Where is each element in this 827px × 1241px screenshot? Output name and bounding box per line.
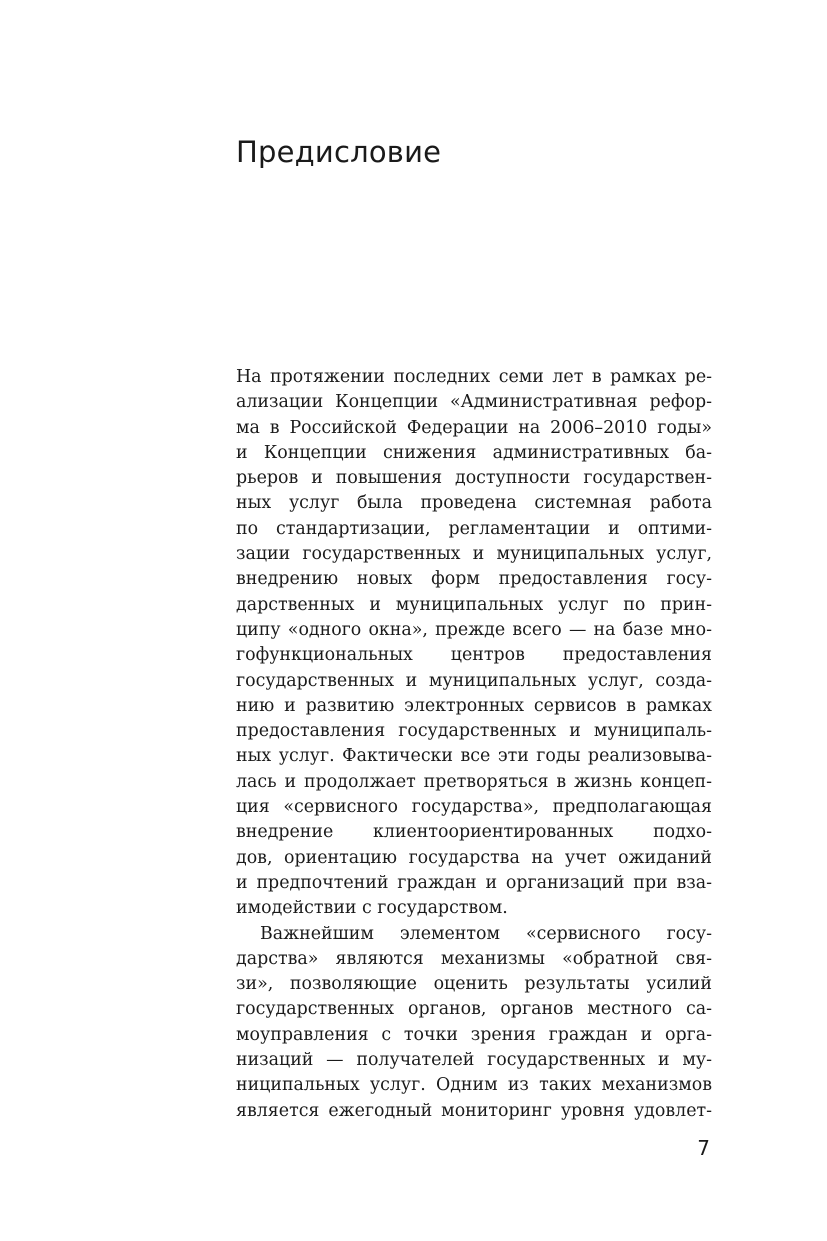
text-line: лась и продолжает претворяться в жизнь концеп-: [236, 771, 712, 792]
text-line: государственных органов, органов местного са-: [236, 999, 712, 1020]
text-line: На протяжении последних семи лет в рамках ре-: [236, 367, 712, 387]
page-number: 7: [697, 1136, 710, 1160]
text-line: по стандартизации, регламентации и оптими-: [236, 518, 712, 539]
text-line: зи», позволяющие оценить результаты усилий: [236, 974, 712, 995]
text-line: дарственных и муниципальных услуг по прин-: [236, 594, 712, 615]
paragraph-1: [236, 365, 712, 922]
text-line: ма в Российской Федерации на 2006–2010 годы»: [236, 417, 712, 438]
text-line: дарства» являются механизмы «обратной свя-: [236, 948, 712, 969]
text-line: дов, ориентацию государства на учет ожиданий: [236, 847, 712, 868]
text-line: ализации Концепции «Административная рефор-: [236, 392, 712, 413]
text-line: и Концепции снижения административных ба-: [236, 442, 712, 463]
text-line: ция «сервисного государства», предполагающая: [236, 797, 712, 818]
text-line: рьеров и повышения доступности государствен-: [236, 468, 712, 489]
text-line: ных услуг была проведена системная работа: [236, 493, 712, 514]
text-line: моуправления с точки зрения граждан и орга-: [236, 1024, 712, 1045]
text-line: предоставления государственных и муниципаль-: [236, 721, 712, 742]
text-line: Важнейшим элементом «сервисного госу-: [260, 923, 712, 944]
text-line: внедрению новых форм предоставления госу-: [236, 569, 712, 590]
text-line: и предпочтений граждан и организаций при вза-: [236, 872, 712, 893]
paragraph-2: [236, 922, 712, 1124]
chapter-title: Предисловие: [236, 135, 442, 169]
text-line: является ежегодный мониторинг уровня удовлет-: [236, 1100, 712, 1121]
text-line: нию и развитию электронных сервисов в рамках: [236, 695, 712, 716]
text-line: низаций — получателей государственных и му-: [236, 1050, 712, 1071]
body-text: [236, 365, 712, 1124]
text-line: имодействии с государством.: [236, 898, 508, 919]
text-line: ципу «одного окна», прежде всего — на базе мно-: [236, 619, 712, 640]
text-line: гофункциональных центров предоставления: [236, 645, 712, 666]
text-line: ных услуг. Фактически все эти годы реализовыва-: [236, 746, 712, 767]
text-line: зации государственных и муниципальных услуг,: [236, 544, 712, 565]
text-line: ниципальных услуг. Одним из таких механизмов: [236, 1075, 712, 1096]
text-line: государственных и муниципальных услуг, созда-: [236, 670, 712, 691]
text-line: внедрение клиентоориентированных подхо-: [236, 822, 712, 843]
